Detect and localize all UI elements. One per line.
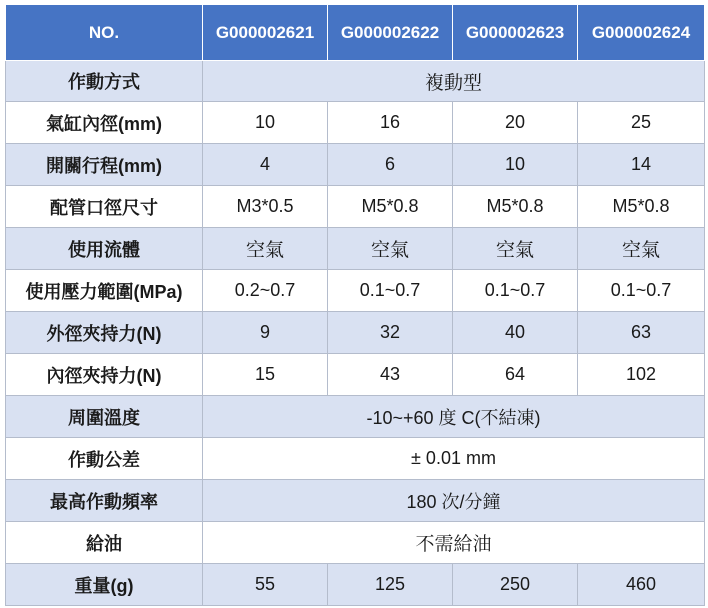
cell-value: M5*0.8 [578, 186, 705, 228]
cell-value: 10 [453, 144, 578, 186]
table-row [6, 102, 705, 144]
cell-value: 9 [203, 312, 328, 354]
table-row [6, 270, 705, 312]
cell-value: 63 [578, 312, 705, 354]
cell-value: 102 [578, 354, 705, 396]
row-label: 最高作動頻率 [6, 480, 203, 522]
merged-value: ± 0.01 mm [203, 438, 705, 480]
merged-value: 不需給油 [203, 522, 705, 564]
cell-value: M5*0.8 [328, 186, 453, 228]
table-row [6, 354, 705, 396]
cell-value: 43 [328, 354, 453, 396]
cell-value: 40 [453, 312, 578, 354]
cell-value: 15 [203, 354, 328, 396]
row-label: 氣缸內徑(mm) [6, 102, 203, 144]
merged-value: 180 次/分鐘 [203, 480, 705, 522]
table-row [6, 438, 705, 480]
cell-value: 250 [453, 564, 578, 606]
cell-value: 0.1~0.7 [328, 270, 453, 312]
merged-value: 複動型 [203, 61, 705, 102]
table-row [6, 312, 705, 354]
model-header: G000002623 [453, 5, 578, 61]
model-header: G000002624 [578, 5, 705, 61]
table-row [6, 522, 705, 564]
merged-value: -10~+60 度 C(不結凍) [203, 396, 705, 438]
header-row [6, 5, 705, 61]
row-label: 作動方式 [6, 61, 203, 102]
row-label: 外徑夾持力(N) [6, 312, 203, 354]
row-label: 重量(g) [6, 564, 203, 606]
model-header: G000002621 [203, 5, 328, 61]
table-row [6, 228, 705, 270]
table-row [6, 186, 705, 228]
cell-value: 4 [203, 144, 328, 186]
table-row [6, 61, 705, 102]
cell-value: 125 [328, 564, 453, 606]
cell-value: 32 [328, 312, 453, 354]
row-label: 使用流體 [6, 228, 203, 270]
row-label: 配管口徑尺寸 [6, 186, 203, 228]
row-label: 內徑夾持力(N) [6, 354, 203, 396]
row-label: 周圍溫度 [6, 396, 203, 438]
cell-value: 0.2~0.7 [203, 270, 328, 312]
row-label: 使用壓力範圍(MPa) [6, 270, 203, 312]
table-row [6, 144, 705, 186]
cell-value: 55 [203, 564, 328, 606]
cell-value: 空氣 [328, 228, 453, 270]
header-label: NO. [6, 5, 203, 61]
cell-value: 10 [203, 102, 328, 144]
table-row [6, 564, 705, 606]
cell-value: M5*0.8 [453, 186, 578, 228]
row-label: 開關行程(mm) [6, 144, 203, 186]
table-row [6, 480, 705, 522]
cell-value: 0.1~0.7 [453, 270, 578, 312]
model-header: G000002622 [328, 5, 453, 61]
cell-value: 14 [578, 144, 705, 186]
cell-value: M3*0.5 [203, 186, 328, 228]
cell-value: 20 [453, 102, 578, 144]
cell-value: 空氣 [453, 228, 578, 270]
row-label: 作動公差 [6, 438, 203, 480]
cell-value: 16 [328, 102, 453, 144]
cell-value: 460 [578, 564, 705, 606]
row-label: 給油 [6, 522, 203, 564]
cell-value: 空氣 [203, 228, 328, 270]
spec-table [5, 4, 705, 606]
cell-value: 空氣 [578, 228, 705, 270]
cell-value: 0.1~0.7 [578, 270, 705, 312]
cell-value: 25 [578, 102, 705, 144]
cell-value: 6 [328, 144, 453, 186]
cell-value: 64 [453, 354, 578, 396]
table-row [6, 396, 705, 438]
